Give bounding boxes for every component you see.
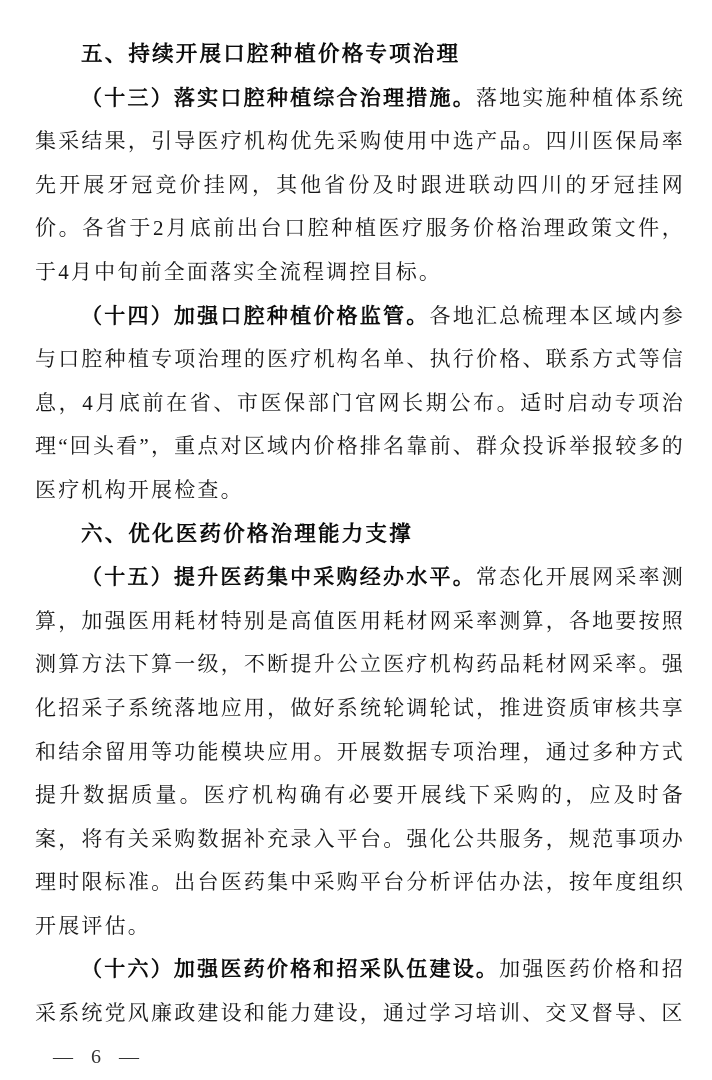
- page-footer: [53, 1044, 141, 1070]
- paragraph-15-lead: （十五）提升医药集中采购经办水平。: [81, 565, 476, 590]
- page-number: — 6 —: [53, 1046, 141, 1068]
- paragraph-14-lead: （十四）加强口腔种植价格监管。: [81, 303, 430, 328]
- section-heading-6: 六、优化医药价格治理能力支撑: [81, 521, 413, 546]
- paragraph-16-body: 加强医药价格和招采系统党风廉政建设和能力建设，通过学习培训、交叉督导、区: [35, 957, 685, 1026]
- section-heading-5: 五、持续开展口腔种植价格专项治理: [81, 42, 461, 66]
- paragraph-13: [35, 77, 685, 295]
- paragraph-15-body: 常态化开展网采率测算，加强医用耗材特别是高值医用耗材网采率测算，各地要按照测算方法下算一级，不断提升公立医疗机构药品耗材网采率。强化招采子系统落地应用，做好系统轮调轮试，推进资质审核共享和结余留用等功能模块应用。开展数据专项治理，通过多种方式提升数据质量。医疗机构确有必要开展线下采购的，应及时备案，将有关采购数据补充录入平台。强化公共服务，规范事项办理时限标准。出台医药集中采购平台分析评估办法，按年度组织开展评估。: [35, 565, 685, 938]
- paragraph-13-body: 落地实施种植体系统集采结果，引导医疗机构优先采购使用中选产品。四川医保局率先开展牙冠竞价挂网，其他省份及时跟进联动四川的牙冠挂网价。各省于2月底前出台口腔种植医疗服务价格治理政策文件，于4月中旬前全面落实全流程调控目标。: [35, 85, 685, 284]
- paragraph-15: [35, 556, 685, 948]
- paragraph-14: [35, 295, 685, 513]
- paragraph-16: [35, 948, 685, 1035]
- document-content: [35, 33, 685, 1036]
- paragraph-14-body: 各地汇总梳理本区域内参与口腔种植专项治理的医疗机构名单、执行价格、联系方式等信息，4月底前在省、市医保部门官网长期公布。适时启动专项治理“回头看”，重点对区域内价格排名靠前、群众投诉举报较多的医疗机构开展检查。: [35, 303, 686, 502]
- paragraph-16-lead: （十六）加强医药价格和招采队伍建设。: [81, 957, 500, 982]
- paragraph-13-lead: （十三）落实口腔种植综合治理措施。: [81, 85, 476, 110]
